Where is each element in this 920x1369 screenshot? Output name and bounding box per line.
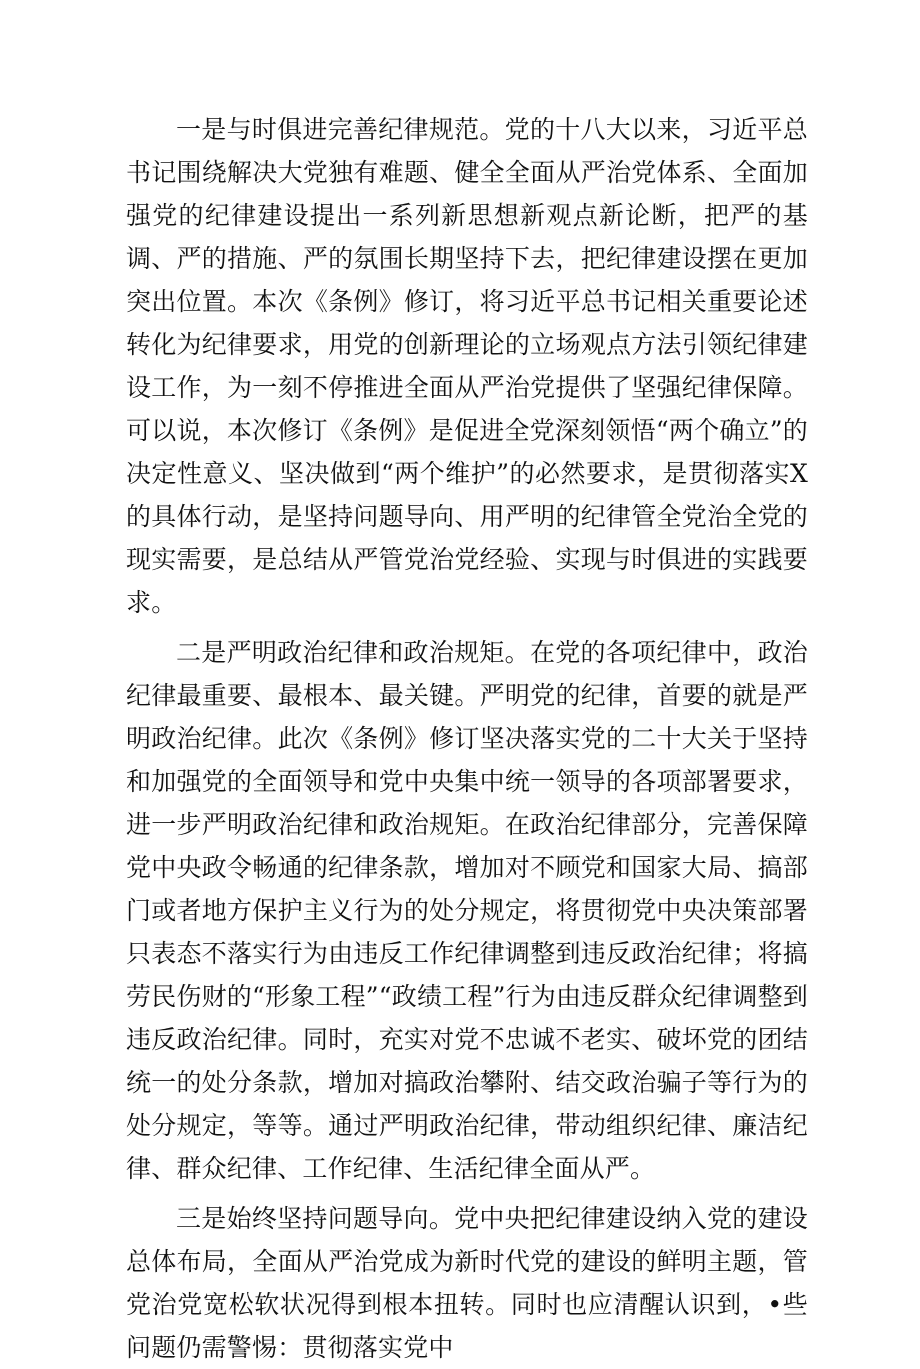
document-page [126,108,808,1369]
paragraph-discipline-norms: 一是与时俱进完善纪律规范。党的十八大以来，习近平总书记围绕解决大党独有难题、健全全面从严治党体系、全面加强党的纪律建设提出一系列新思想新观点新论断，把严的基调、严的措施、严的氛围长期坚持下去，把纪律建设摆在更加突出位置。本次《条例》修订，将习近平总书记相关重要论述转化为纪律要求，用党的创新理论的立场观点方法引领纪律建设工作，为一刻不停推进全面从严治党提供了坚强纪律保障。可以说，本次修订《条例》是促进全党深刻领悟“两个确立”的决定性意义、坚决做到“两个维护”的必然要求，是贯彻落实X的具体行动，是坚持问题导向、用严明的纪律管全党治全党的现实需要，是总结从严管党治党经验、实现与时俱进的实践要求。 [126,115,808,617]
paragraph-problem-orientation: 三是始终坚持问题导向。党中央把纪律建设纳入党的建设总体布局，全面从严治党成为新时代党的建设的鲜明主题，管党治党宽松软状况得到根本扭转。同时也应清醒认识到，•些问题仍需警惕：贯彻落实党中 [126,1204,808,1362]
paragraph-political-discipline: 二是严明政治纪律和政治规矩。在党的各项纪律中，政治纪律最重要、最根本、最关键。严明党的纪律，首要的就是严明政治纪律。此次《条例》修订坚决落实党的二十大关于坚持和加强党的全面领导和党中央集中统一领导的各项部署要求，进一步严明政治纪律和政治规矩。在政治纪律部分，完善保障党中央政令畅通的纪律条款，增加对不顾党和国家大局、搞部门或者地方保护主义行为的处分规定，将贯彻党中央决策部署只表态不落实行为由违反工作纪律调整到违反政治纪律；将搞劳民伤财的“形象工程”“政绩工程”行为由违反群众纪律调整到违反政治纪律。同时，充实对党不忠诚不老实、破坏党的团结统一的处分条款，增加对搞政治攀附、结交政治骗子等行为的处分规定，等等。通过严明政治纪律，带动组织纪律、廉洁纪律、群众纪律、工作纪律、生活纪律全面从严。 [126,638,808,1183]
